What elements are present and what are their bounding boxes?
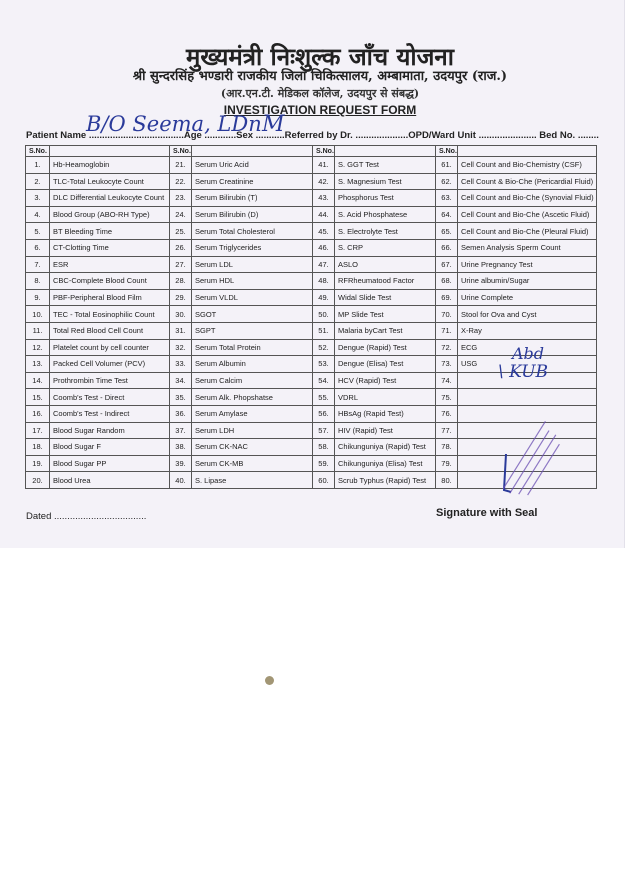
test-name: X-Ray — [458, 322, 597, 339]
test-name: Serum Total Cholesterol — [192, 223, 313, 240]
test-name: Malaria byCart Test — [335, 322, 436, 339]
test-name: DLC Differential Leukocyte Count — [50, 190, 170, 207]
table-row — [26, 190, 597, 207]
test-name: Cell Count and Bio-Che (Pleural Fluid) — [458, 223, 597, 240]
serial-number: 1. — [26, 157, 50, 174]
serial-number: 60. — [313, 472, 335, 489]
scheme-title: मुख्यमंत्री निःशुल्क जाँच योजना — [186, 42, 454, 71]
serial-number: 18. — [26, 439, 50, 456]
serial-number: 48. — [313, 273, 335, 290]
test-name: Total Red Blood Cell Count — [50, 322, 170, 339]
affiliation: (आर.एन.टी. मेडिकल कॉलेज, उदयपुर से संबद्ध) — [220, 87, 420, 100]
test-name: Chikunguniya (Rapid) Test — [335, 439, 436, 456]
handwritten-patient-name: B/O Seema, LDn — [86, 112, 262, 136]
serial-number: 38. — [170, 439, 192, 456]
serial-number: 58. — [313, 439, 335, 456]
test-name: Blood Group (ABO-RH Type) — [50, 206, 170, 223]
test-name: S. CRP — [335, 239, 436, 256]
table-row — [26, 157, 597, 174]
test-name: Packed Cell Volumer (PCV) — [50, 356, 170, 373]
test-name: Serum Total Protein — [192, 339, 313, 356]
signature-stamp-mark — [478, 392, 578, 512]
test-name: MP Slide Test — [335, 306, 436, 323]
serial-number: 31. — [170, 322, 192, 339]
test-name: Serum Alk. Phopshatse — [192, 389, 313, 406]
serial-number: 62. — [436, 173, 458, 190]
test-header — [50, 146, 170, 157]
test-name: CT-Clotting Time — [50, 239, 170, 256]
test-name: CBC-Complete Blood Count — [50, 273, 170, 290]
test-name: ASLO — [335, 256, 436, 273]
test-name: HCV (Rapid) Test — [335, 372, 436, 389]
serial-number: 39. — [170, 455, 192, 472]
serial-number: 74. — [436, 372, 458, 389]
serial-number: 71. — [436, 322, 458, 339]
test-name: Serum Bilirubin (T) — [192, 190, 313, 207]
table-row — [26, 256, 597, 273]
serial-number: 51. — [313, 322, 335, 339]
serial-number: 53. — [313, 356, 335, 373]
serial-number: 37. — [170, 422, 192, 439]
table-header-row — [26, 146, 597, 157]
signature-label: Signature with Seal — [436, 507, 538, 519]
test-name: Dengue (Elisa) Test — [335, 356, 436, 373]
test-name: Cell Count & Bio-Che (Pericardial Fluid) — [458, 173, 597, 190]
serial-number: 16. — [26, 405, 50, 422]
patient-details-line: Patient Name ....................................Age ............Sex ...........Referred by Dr. ....................OPD/Ward Unit ...................... Bed No. ........ — [26, 130, 599, 141]
serial-number: 66. — [436, 239, 458, 256]
serial-number: 50. — [313, 306, 335, 323]
serial-number: 28. — [170, 273, 192, 290]
serial-number: 56. — [313, 405, 335, 422]
test-header — [335, 146, 436, 157]
serial-number: 11. — [26, 322, 50, 339]
sno-header: S.No. — [170, 146, 192, 157]
test-name: Semen Analysis Sperm Count — [458, 239, 597, 256]
test-name: Serum LDH — [192, 422, 313, 439]
serial-number: 47. — [313, 256, 335, 273]
serial-number: 73. — [436, 356, 458, 373]
test-name: S. Acid Phosphatese — [335, 206, 436, 223]
serial-number: 46. — [313, 239, 335, 256]
test-name: BT Bleeding Time — [50, 223, 170, 240]
test-name: TLC-Total Leukocyte Count — [50, 173, 170, 190]
serial-number: 25. — [170, 223, 192, 240]
test-name: Cell Count and Bio-Che (Synovial Fluid) — [458, 190, 597, 207]
serial-number: 9. — [26, 289, 50, 306]
test-name: SGOT — [192, 306, 313, 323]
serial-number: 80. — [436, 472, 458, 489]
test-name: Hb-Heamoglobin — [50, 157, 170, 174]
test-name: Chikunguniya (Elisa) Test — [335, 455, 436, 472]
serial-number: 6. — [26, 239, 50, 256]
serial-number: 78. — [436, 439, 458, 456]
serial-number: 15. — [26, 389, 50, 406]
table-row — [26, 339, 597, 356]
serial-number: 7. — [26, 256, 50, 273]
serial-number: 17. — [26, 422, 50, 439]
serial-number: 45. — [313, 223, 335, 240]
table-row — [26, 173, 597, 190]
test-name: USG — [458, 356, 597, 373]
serial-number: 55. — [313, 389, 335, 406]
table-row — [26, 206, 597, 223]
test-name: HBsAg (Rapid Test) — [335, 405, 436, 422]
serial-number: 33. — [170, 356, 192, 373]
test-name: Urine albumin/Sugar — [458, 273, 597, 290]
test-header — [192, 146, 313, 157]
test-name: Serum Triglycerides — [192, 239, 313, 256]
paper-speck — [265, 676, 274, 685]
serial-number: 42. — [313, 173, 335, 190]
test-name: Serum CK-NAC — [192, 439, 313, 456]
serial-number: 36. — [170, 405, 192, 422]
hospital-name: श्री सुन्दरसिंह भण्डारी राजकीय जिला चिकित्सालय, अम्बामाता, उदयपुर (राज.) — [132, 69, 508, 84]
serial-number: 40. — [170, 472, 192, 489]
serial-number: 23. — [170, 190, 192, 207]
serial-number: 49. — [313, 289, 335, 306]
test-name: PBF-Peripheral Blood Film — [50, 289, 170, 306]
serial-number: 3. — [26, 190, 50, 207]
serial-number: 69. — [436, 289, 458, 306]
serial-number: 21. — [170, 157, 192, 174]
serial-number: 77. — [436, 422, 458, 439]
test-name: Serum Amylase — [192, 405, 313, 422]
sno-header: S.No. — [26, 146, 50, 157]
test-name: Serum Uric Acid — [192, 157, 313, 174]
serial-number: 65. — [436, 223, 458, 240]
table-row — [26, 306, 597, 323]
test-name: Phosphorus Test — [335, 190, 436, 207]
dated-field: Dated ................................... — [26, 511, 147, 522]
serial-number: 10. — [26, 306, 50, 323]
serial-number: 4. — [26, 206, 50, 223]
test-name: Scrub Typhus (Rapid) Test — [335, 472, 436, 489]
test-name: Blood Urea — [50, 472, 170, 489]
handwritten-note-kub: \ KUB — [498, 362, 549, 382]
test-name: Cell Count and Bio-Che (Ascetic Fluid) — [458, 206, 597, 223]
test-name: Cell Count and Bio-Chemistry (CSF) — [458, 157, 597, 174]
test-name: S. Lipase — [192, 472, 313, 489]
test-name: Blood Sugar Random — [50, 422, 170, 439]
test-name: RFRheumatood Factor — [335, 273, 436, 290]
test-name: TEC - Total Eosinophilic Count — [50, 306, 170, 323]
test-name: Blood Sugar F — [50, 439, 170, 456]
serial-number: 20. — [26, 472, 50, 489]
serial-number: 35. — [170, 389, 192, 406]
test-name: Serum Calcim — [192, 372, 313, 389]
serial-number: 13. — [26, 356, 50, 373]
serial-number: 54. — [313, 372, 335, 389]
test-name: S. GGT Test — [335, 157, 436, 174]
test-name: Urine Pregnancy Test — [458, 256, 597, 273]
serial-number: 59. — [313, 455, 335, 472]
serial-number: 63. — [436, 190, 458, 207]
serial-number: 67. — [436, 256, 458, 273]
test-header — [458, 146, 597, 157]
serial-number: 26. — [170, 239, 192, 256]
serial-number: 52. — [313, 339, 335, 356]
form-title: INVESTIGATION REQUEST FORM — [223, 103, 417, 117]
test-name: SGPT — [192, 322, 313, 339]
test-name: Serum Creatinine — [192, 173, 313, 190]
serial-number: 76. — [436, 405, 458, 422]
serial-number: 22. — [170, 173, 192, 190]
test-name: Serum HDL — [192, 273, 313, 290]
test-name: ECG — [458, 339, 597, 356]
test-name: Widal Slide Test — [335, 289, 436, 306]
serial-number: 34. — [170, 372, 192, 389]
serial-number: 75. — [436, 389, 458, 406]
serial-number: 5. — [26, 223, 50, 240]
serial-number: 70. — [436, 306, 458, 323]
test-name: Serum LDL — [192, 256, 313, 273]
serial-number: 12. — [26, 339, 50, 356]
test-name: Coomb's Test - Direct — [50, 389, 170, 406]
serial-number: 41. — [313, 157, 335, 174]
sno-header: S.No. — [436, 146, 458, 157]
test-name: ESR — [50, 256, 170, 273]
test-name: Serum Albumin — [192, 356, 313, 373]
test-name: VDRL — [335, 389, 436, 406]
test-name: S. Electrolyte Test — [335, 223, 436, 240]
serial-number: 19. — [26, 455, 50, 472]
serial-number: 79. — [436, 455, 458, 472]
serial-number: 61. — [436, 157, 458, 174]
table-row — [26, 273, 597, 290]
handwritten-sex: M — [262, 112, 285, 137]
serial-number: 24. — [170, 206, 192, 223]
table-row — [26, 289, 597, 306]
test-name: Prothrombin Time Test — [50, 372, 170, 389]
test-name: Blood Sugar PP — [50, 455, 170, 472]
serial-number: 27. — [170, 256, 192, 273]
serial-number: 32. — [170, 339, 192, 356]
sno-header: S.No. — [313, 146, 335, 157]
table-row — [26, 223, 597, 240]
test-name: Serum Bilirubin (D) — [192, 206, 313, 223]
serial-number: 30. — [170, 306, 192, 323]
serial-number: 8. — [26, 273, 50, 290]
test-name: HIV (Rapid) Test — [335, 422, 436, 439]
test-name: Serum VLDL — [192, 289, 313, 306]
table-row — [26, 239, 597, 256]
serial-number: 72. — [436, 339, 458, 356]
serial-number: 43. — [313, 190, 335, 207]
serial-number: 64. — [436, 206, 458, 223]
serial-number: 57. — [313, 422, 335, 439]
test-name: Stool for Ova and Cyst — [458, 306, 597, 323]
test-name: S. Magnesium Test — [335, 173, 436, 190]
serial-number: 29. — [170, 289, 192, 306]
serial-number: 44. — [313, 206, 335, 223]
handwritten-note-abd: Abd — [512, 344, 545, 363]
table-row — [26, 322, 597, 339]
test-name: Urine Complete — [458, 289, 597, 306]
test-name: Coomb's Test - Indirect — [50, 405, 170, 422]
test-name: Dengue (Rapid) Test — [335, 339, 436, 356]
serial-number: 14. — [26, 372, 50, 389]
test-name: Platelet count by cell counter — [50, 339, 170, 356]
serial-number: 68. — [436, 273, 458, 290]
test-name: Serum CK-MB — [192, 455, 313, 472]
serial-number: 2. — [26, 173, 50, 190]
